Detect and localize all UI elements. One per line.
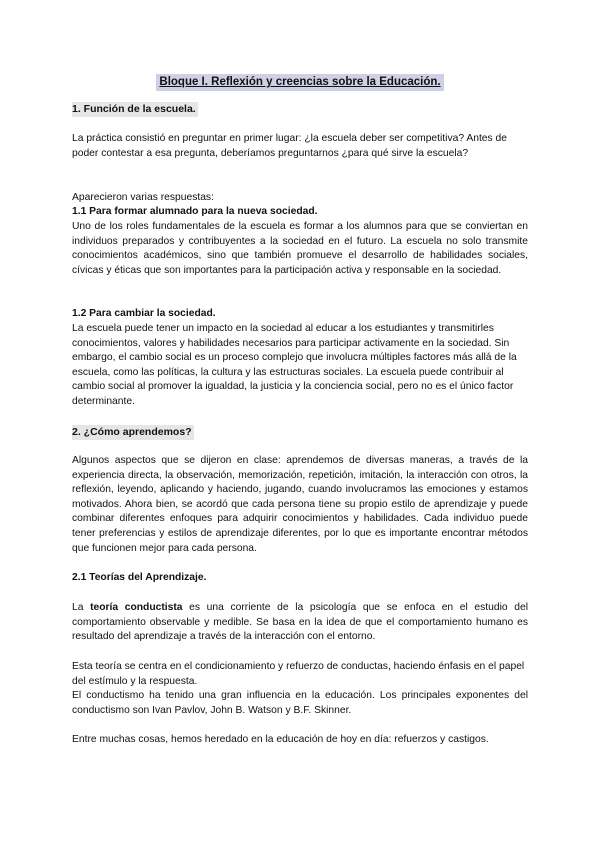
section-2-heading: 2. ¿Cómo aprendemos? <box>72 426 192 438</box>
section-1-heading-wrap <box>72 102 528 118</box>
p1-post: es una corriente de la psicología que se enfoca en el estudio del comportamiento observable y medible. Se basa en la idea de que el comportamiento humano es resultado del aprendizaje a través de la interacción con el entorno. <box>72 602 528 643</box>
section-2-text: Algunos aspectos que se dijeron en clase: aprendemos de diversas maneras, a través de la experiencia directa, la observación, memorización, repetición, imitación, la interacción con otros, la reflexión, leyendo, aplicando y haciendo, jugando, cuando involucramos las emociones y estamos motivados. Ahora bien, se acordó que cada persona tiene su propio estilo de aprendizaje y puede combinar diferentes enfoques para adquirir conocimientos y habilidades. Cada individuo puede tener preferencias y estilos de aprendizaje diferentes, por lo que es importante encontrar métodos que funcionen mejor para cada persona. <box>72 455 528 554</box>
condicionamiento-paragraph: Esta teoría se centra en el condicionamiento y refuerzo de conductas, haciendo énfasis en el papel del estímulo y la respuesta. <box>72 661 525 687</box>
section-2-1-heading: 2.1 Teorías del Aprendizaje. <box>72 572 207 583</box>
conductismo-paragraph <box>72 601 528 645</box>
section-1-heading: 1. Función de la escuela. <box>72 103 196 115</box>
section-1-1-heading: 1.1 Para formar alumnado para la nueva sociedad. <box>72 206 318 217</box>
title-wrap <box>0 72 600 91</box>
section-1-2-heading: 1.2 Para cambiar la sociedad. <box>72 308 216 319</box>
section-2-heading-wrap <box>72 425 528 441</box>
document-title: Bloque I. Reflexión y creencias sobre la Educación. <box>156 74 443 91</box>
section-1-1-text: Uno de los roles fundamentales de la escuela es formar a los alumnos para que se conviertan en individuos preparados y contribuyentes a la sociedad en el futuro. La escuela no solo transmite conocimientos académicos, sino que también promueve el desarrollo de habilidades sociales, cívicas y éticas que son importantes para la participación activa y responsable en la sociedad. <box>72 221 528 276</box>
section-1-2-text: La escuela puede tener un impacto en la sociedad al educar a los estudiantes y transmitirles conocimientos, valores y habilidades necesarios para participar activamente en la sociedad. Sin embargo, el cambio social es un proceso complejo que involucra múltiples factores más allá de la escuela, como las políticas, la cultura y las estructuras sociales. La escuela puede contribuir al cambio social al promover la igualdad, la justicia y la conciencia social, pero no es el único factor determinante. <box>72 323 517 407</box>
influencia-paragraph: El conductismo ha tenido una gran influencia en la educación. Los principales exponentes del conductismo son Ivan Pavlov, John B. Watson y B.F. Skinner. <box>72 690 528 716</box>
herencia-paragraph: Entre muchas cosas, hemos heredado en la educación de hoy en día: refuerzos y castigos. <box>72 734 489 745</box>
teoria-conductista-term: teoría conductista <box>90 602 183 613</box>
p1-pre: La <box>72 602 91 613</box>
section-1-intro: La práctica consistió en preguntar en primer lugar: ¿la escuela deber ser competitiva? Antes de poder contestar a esa pregunta, deberíamos preguntarnos ¿para qué sirve la escuela? <box>72 133 507 159</box>
respuestas-intro: Aparecieron varias respuestas: <box>72 192 214 203</box>
